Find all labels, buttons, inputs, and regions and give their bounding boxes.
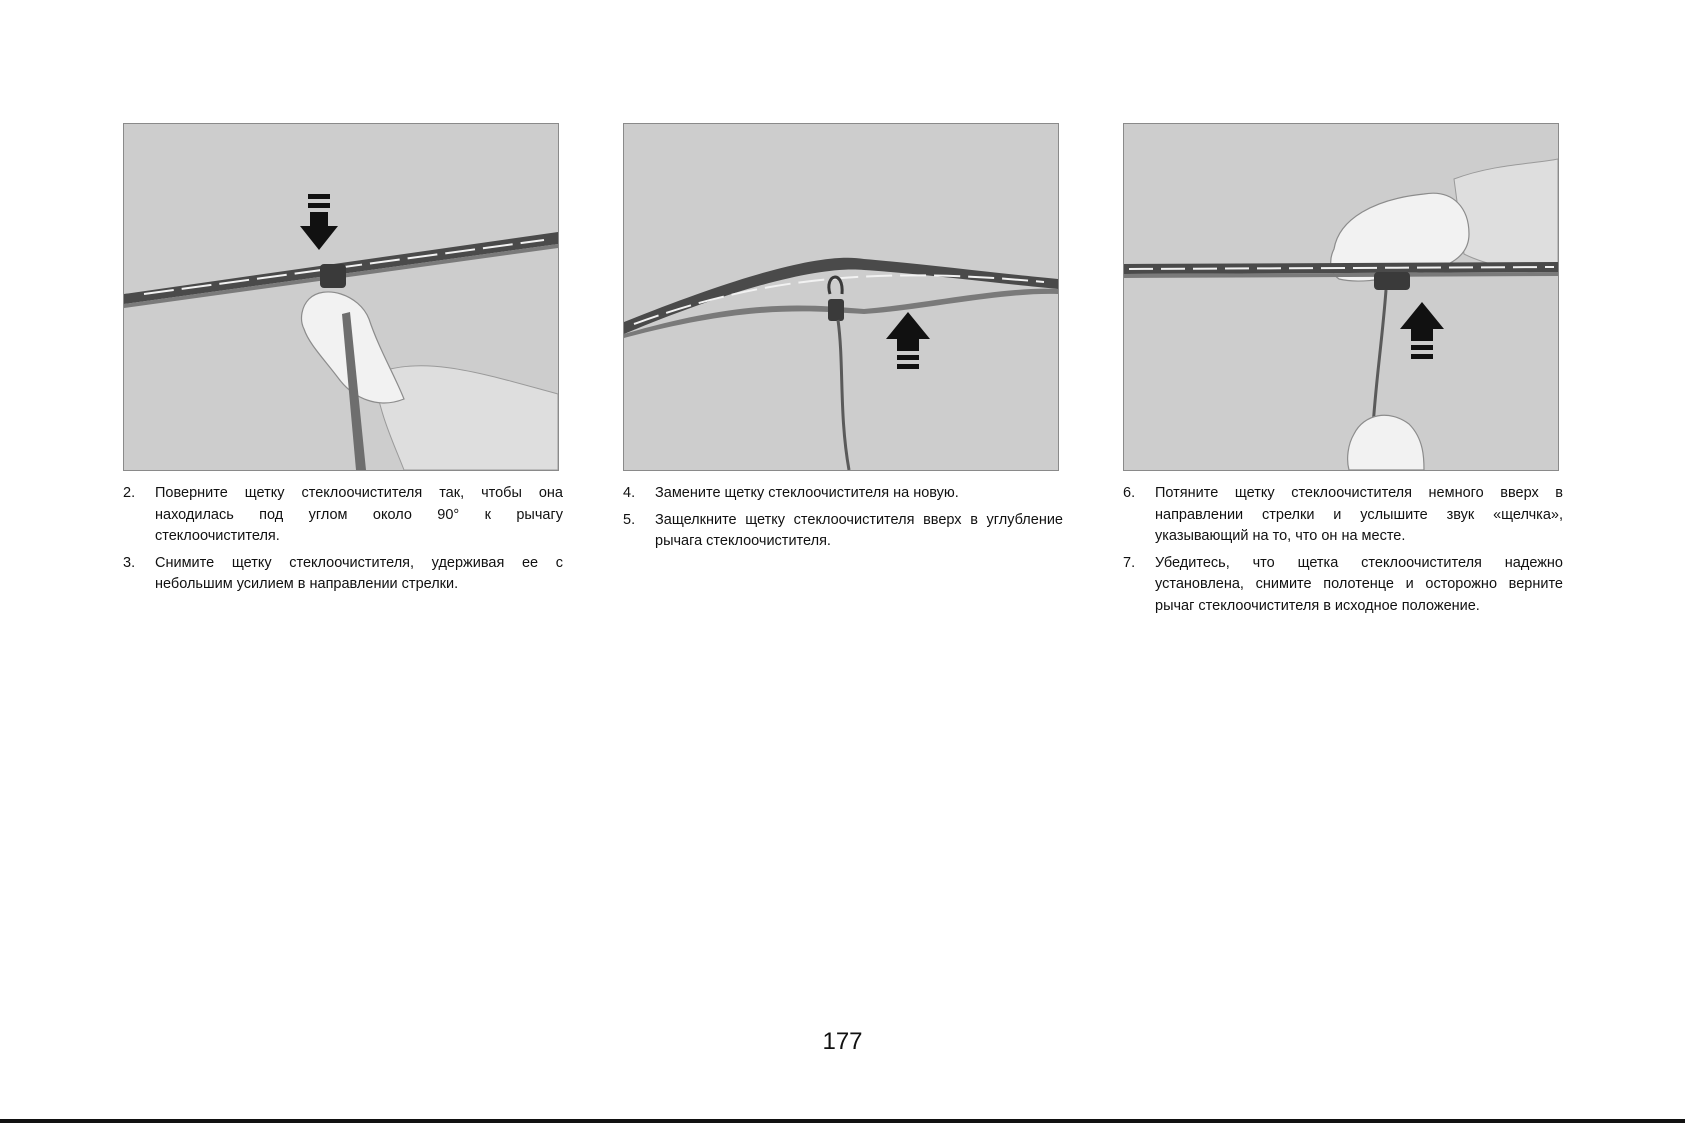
arrow-up-icon xyxy=(886,312,930,369)
step-text: Поверните щетку стеклоочистителя так, чтобы она находилась под углом около 90° к рычагу стеклоочистителя. xyxy=(155,485,563,544)
step-text: Убедитесь, что щетка стеклоочистителя надежно установлена, снимите полотенце и осторожно верните рычаг стеклоочистителя в исходное положение. xyxy=(1155,554,1563,614)
figure-wiper-install xyxy=(623,123,1059,471)
step-text: Защелкните щетку стеклоочистителя вверх в углубление рычага стеклоочистителя. xyxy=(655,511,1063,549)
step-list-2 xyxy=(623,483,1063,553)
figure-wiper-removal xyxy=(123,123,559,471)
step-number: 6. xyxy=(1123,485,1136,501)
step-item xyxy=(623,510,1063,553)
step-item xyxy=(1123,483,1563,548)
wiper-blade-pull-illustration xyxy=(1124,124,1558,470)
step-number: 4. xyxy=(623,485,636,501)
step-number: 7. xyxy=(1123,554,1136,571)
arrow-up-icon xyxy=(1400,302,1444,359)
step-item xyxy=(123,553,563,596)
step-list-3 xyxy=(1123,483,1563,617)
step-list-1 xyxy=(123,483,563,596)
bottom-rule xyxy=(0,1119,1685,1123)
step-text: Снимите щетку стеклоочистителя, удерживая ее с небольшим усилием в направлении стрелки. xyxy=(155,554,563,592)
arrow-down-icon xyxy=(300,194,338,250)
step-number: 3. xyxy=(123,554,136,571)
step-number: 2. xyxy=(123,485,136,501)
instruction-column-3 xyxy=(1123,123,1563,622)
step-text: Потяните щетку стеклоочистителя немного вверх в направлении стрелки и услышите звук «щелчка», указывающий на то, что он на месте. xyxy=(1155,485,1563,544)
step-text: Замените щетку стеклоочистителя на новую. xyxy=(655,485,959,501)
figure-wiper-pull xyxy=(1123,123,1559,471)
step-item xyxy=(623,483,1063,505)
step-item xyxy=(1123,553,1563,618)
step-number: 5. xyxy=(623,511,636,528)
wiper-blade-install-illustration xyxy=(624,124,1058,470)
instruction-column-2 xyxy=(623,123,1063,558)
page-number: 177 xyxy=(822,1028,863,1055)
step-item xyxy=(123,483,563,548)
wiper-blade-removal-illustration xyxy=(124,124,558,470)
instruction-column-1 xyxy=(123,123,563,601)
